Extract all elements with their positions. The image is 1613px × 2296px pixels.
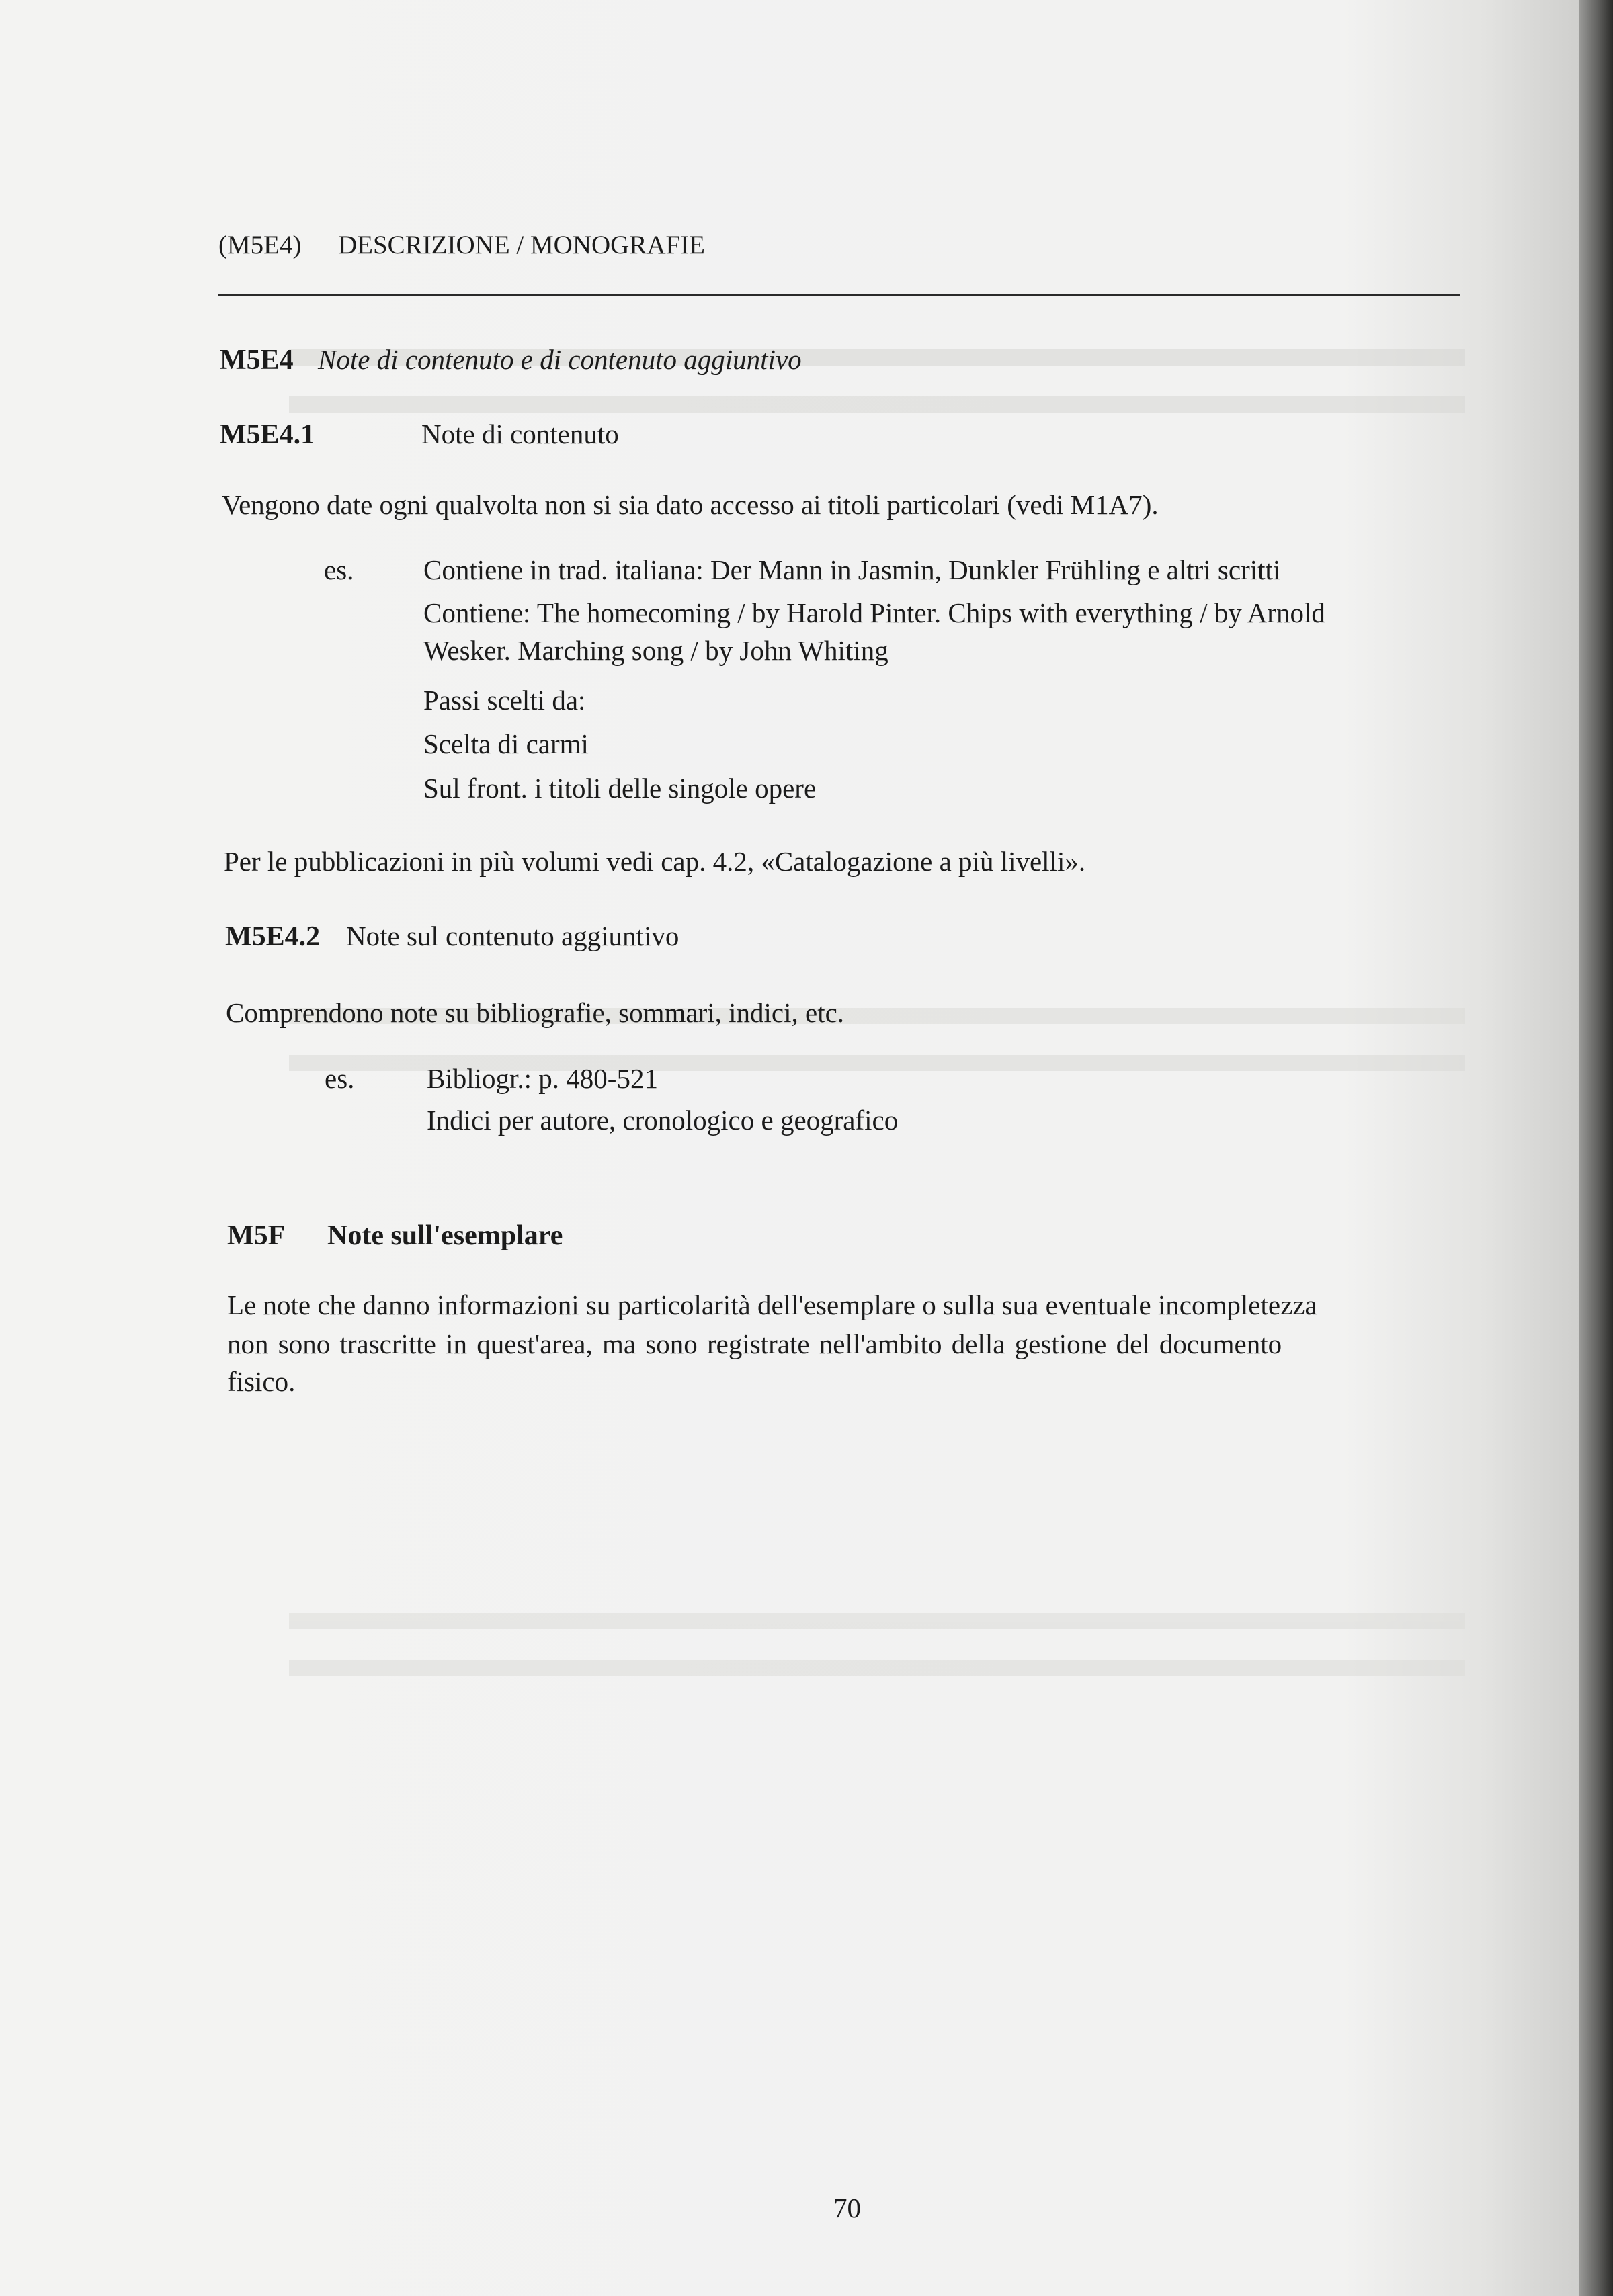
m5e4-1-example: Sul front. i titoli delle singole opere xyxy=(423,773,817,804)
m5e4-1-example: Scelta di carmi xyxy=(423,728,589,759)
m5e4-1-example: Passi scelti da: xyxy=(423,685,586,716)
m5e4-1-title: Note di contenuto xyxy=(421,419,619,450)
header-running-title: DESCRIZIONE / MONOGRAFIE xyxy=(338,230,705,259)
m5e4-2-text: Comprendono note su bibliografie, sommari, indici, etc. xyxy=(226,997,845,1028)
m5e4-2-example: Indici per autore, cronologico e geografico xyxy=(427,1105,899,1136)
header-rule xyxy=(218,294,1460,296)
m5e4-1-code: M5E4.1 xyxy=(220,419,315,450)
m5e4-title: Note di contenuto e di contenuto aggiuntivo xyxy=(318,344,802,375)
page-binding-edge xyxy=(1579,0,1613,2296)
m5f-text-line: fisico. xyxy=(227,1366,296,1397)
m5f-title: Note sull'esemplare xyxy=(327,1220,563,1251)
m5e4-2-example: Bibliogr.: p. 480-521 xyxy=(427,1063,658,1094)
m5e4-1-example: Wesker. Marching song / by John Whiting xyxy=(423,635,888,666)
m5f-text-line: non sono trascritte in quest'area, ma sono registrate nell'ambito della gestione del documento xyxy=(227,1328,1282,1359)
m5e4-code: M5E4 xyxy=(220,345,294,376)
m5e4-1-example: Contiene in trad. italiana: Der Mann in Jasmin, Dunkler Frühling e altri scritti xyxy=(423,554,1281,585)
header-section-code: (M5E4) xyxy=(218,230,302,259)
m5f-code: M5F xyxy=(227,1220,286,1251)
m5e4-1-example: Contiene: The homecoming / by Harold Pinter. Chips with everything / by Arnold xyxy=(423,597,1325,628)
m5e4-2-title: Note sul contenuto aggiuntivo xyxy=(346,921,679,951)
m5e4-2-code: M5E4.2 xyxy=(225,921,321,952)
m5e4-1-text: Vengono date ogni qualvolta non si sia dato accesso ai titoli particolari (vedi M1A7). xyxy=(222,489,1159,520)
m5f-text-line: Le note che danno informazioni su particolarità dell'esemplare o sulla sua eventuale incompletezza xyxy=(227,1289,1317,1320)
m5e4-1-note: Per le pubblicazioni in più volumi vedi cap. 4.2, «Catalogazione a più livelli». xyxy=(224,846,1086,877)
m5e4-2-es-label: es. xyxy=(325,1063,355,1094)
page-number: 70 xyxy=(833,2193,861,2223)
m5e4-1-es-label: es. xyxy=(324,554,354,585)
